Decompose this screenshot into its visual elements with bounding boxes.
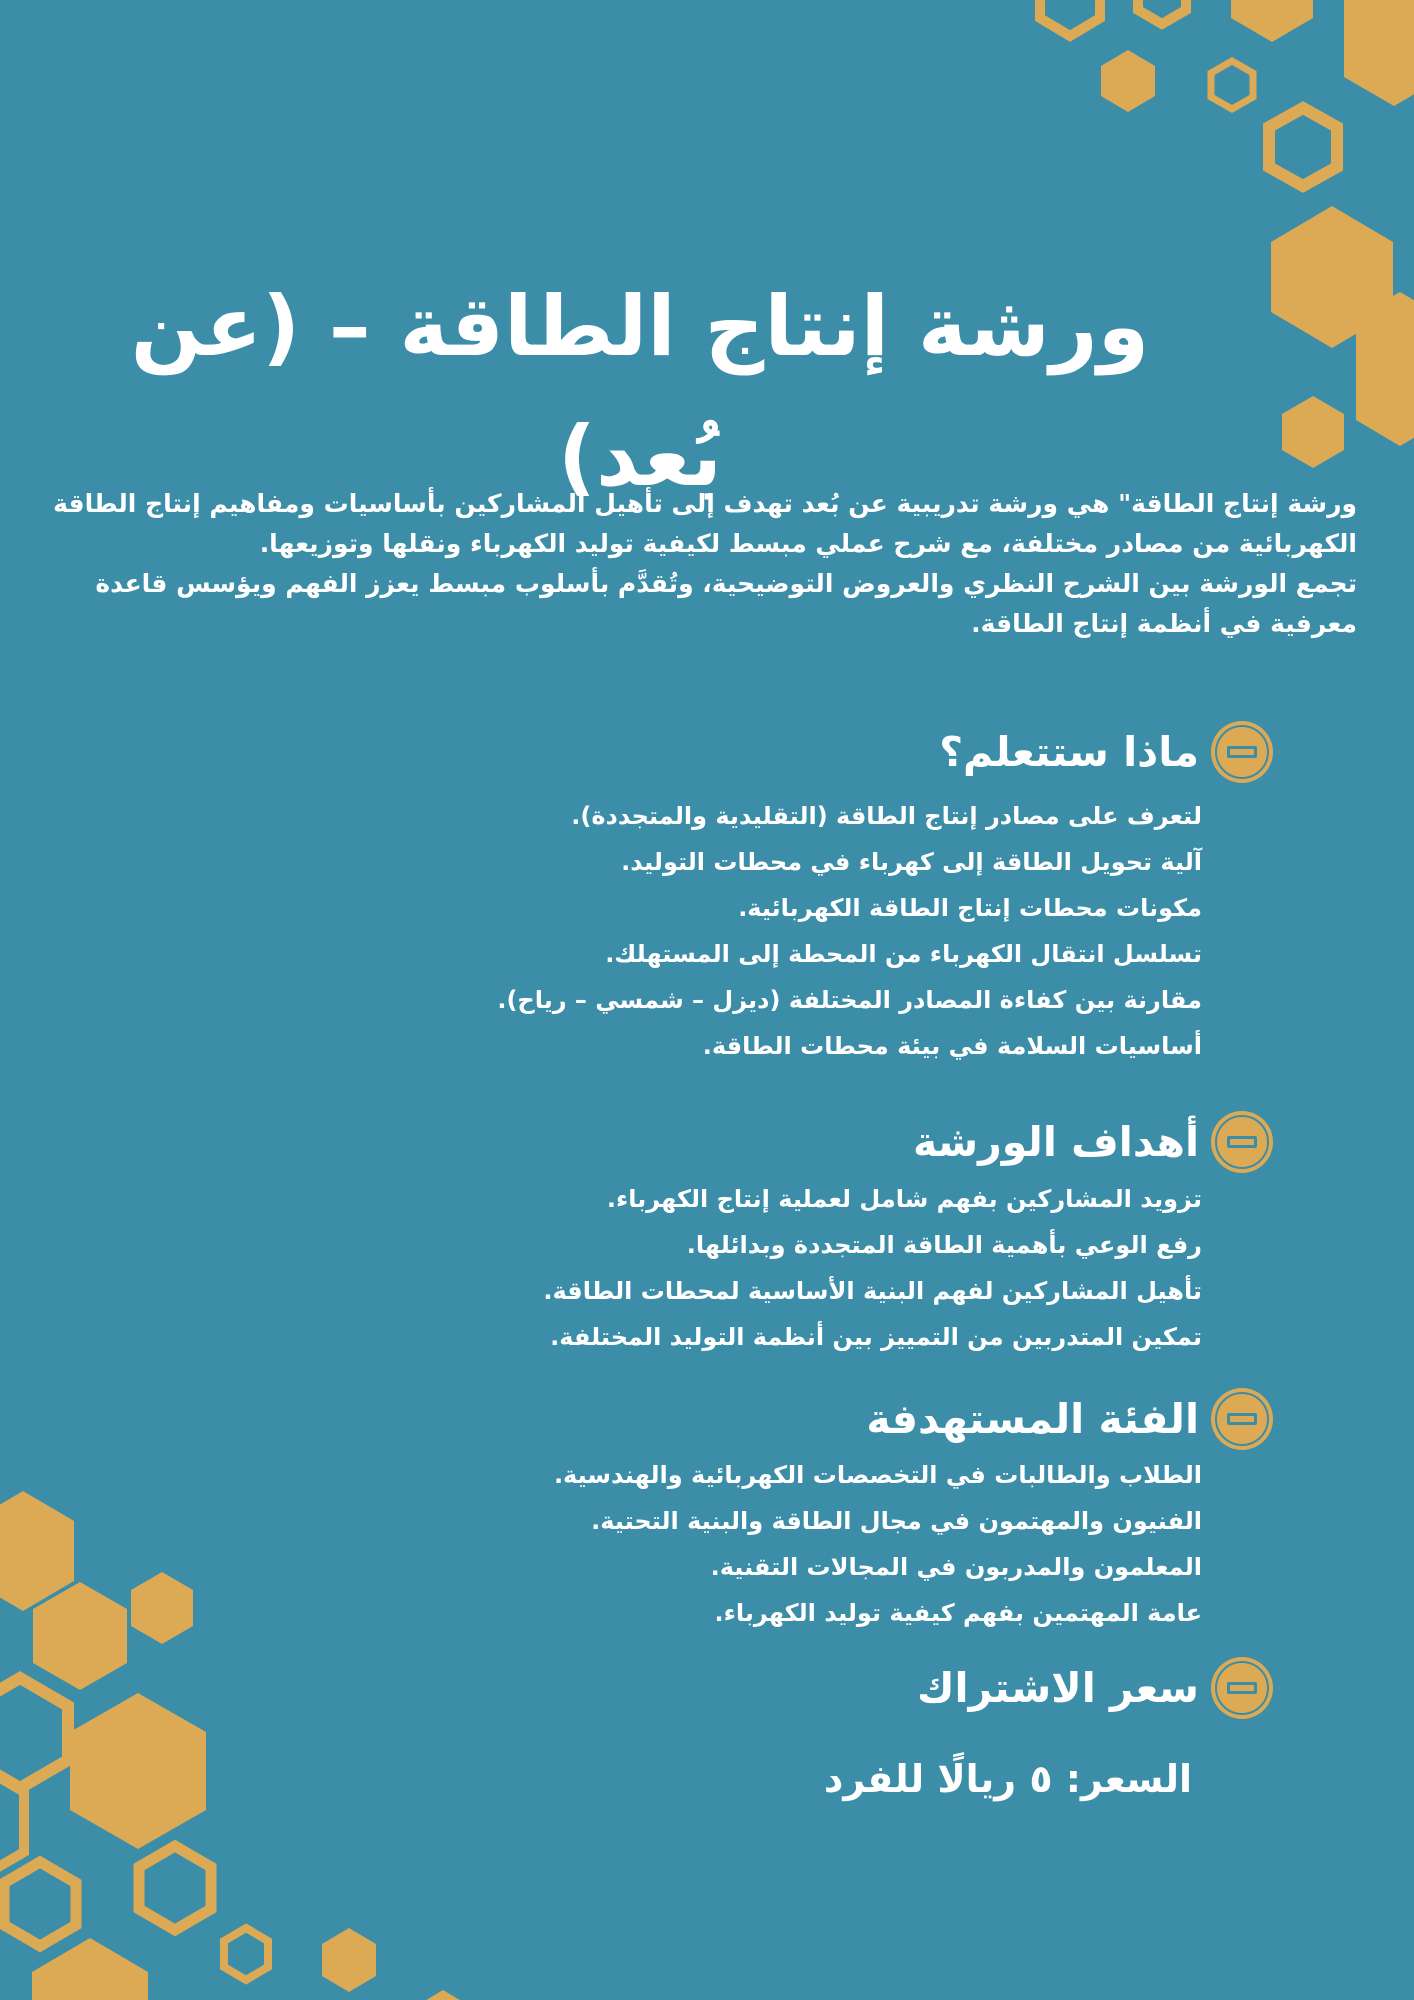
list-item: مكونات محطات إنتاج الطاقة الكهربائية. bbox=[738, 894, 1202, 922]
hexagon-shape bbox=[1356, 292, 1414, 446]
hexagon-shape bbox=[0, 1678, 68, 1788]
audience-list bbox=[442, 1452, 1202, 1636]
hexagon-shape bbox=[0, 1772, 24, 1872]
hexagon-shape bbox=[1282, 396, 1344, 468]
list-item: الفنيون والمهتمون في مجال الطاقة والبنية التحتية. bbox=[591, 1507, 1202, 1535]
list-item: آلية تحويل الطاقة إلى كهرباء في محطات التوليد. bbox=[621, 848, 1202, 876]
section-heading-text: ماذا ستتعلم؟ bbox=[939, 728, 1199, 776]
hexagon-shape bbox=[1231, 0, 1313, 42]
list-item: لتعرف على مصادر إنتاج الطاقة (التقليدية والمتجددة). bbox=[571, 802, 1202, 830]
section-heading-learn bbox=[573, 721, 1273, 783]
hexagon-shape bbox=[131, 1572, 193, 1644]
section-heading-goals bbox=[573, 1111, 1273, 1173]
hexagon-shape bbox=[1101, 50, 1155, 112]
list-item: أساسيات السلامة في بيئة محطات الطاقة. bbox=[702, 1032, 1202, 1060]
list-item: تأهيل المشاركين لفهم البنية الأساسية لمحطات الطاقة. bbox=[543, 1277, 1202, 1305]
list-item: تمكين المتدربين من التمييز بين أنظمة التوليد المختلفة. bbox=[550, 1323, 1202, 1351]
goals-list bbox=[442, 1176, 1202, 1360]
section-heading-text: الفئة المستهدفة bbox=[866, 1395, 1199, 1443]
hexagon-shape bbox=[32, 1938, 148, 2000]
hexagon-shape bbox=[1344, 0, 1414, 106]
section-heading-text: أهداف الورشة bbox=[912, 1118, 1199, 1166]
hexagon-shape bbox=[423, 1990, 463, 2000]
hexagon-shape bbox=[224, 1928, 268, 1980]
minus-circle-icon bbox=[1211, 1657, 1273, 1719]
intro-text bbox=[2, 484, 1357, 644]
hexagon-shape bbox=[322, 1928, 376, 1992]
list-item: تزويد المشاركين بفهم شامل لعملية إنتاج الكهرباء. bbox=[606, 1185, 1202, 1213]
hexagon-shape bbox=[0, 1491, 74, 1611]
hexagon-shape bbox=[1211, 61, 1253, 109]
hexagon-shape bbox=[33, 1582, 127, 1690]
hexagon-shape bbox=[1271, 206, 1393, 348]
list-item: عامة المهتمين بفهم كيفية توليد الكهرباء. bbox=[714, 1599, 1202, 1627]
list-item: الطلاب والطالبات في التخصصات الكهربائية والهندسية. bbox=[553, 1461, 1202, 1489]
list-item: رفع الوعي بأهمية الطاقة المتجددة وبدائلها. bbox=[686, 1231, 1202, 1259]
minus-circle-icon bbox=[1211, 1111, 1273, 1173]
list-item: المعلمون والمدربون في المجالات التقنية. bbox=[710, 1553, 1202, 1581]
hexagon-shape bbox=[1344, 0, 1414, 58]
hexagon-shape bbox=[70, 1693, 206, 1849]
page-title: ورشة إنتاج الطاقة – (عن بُعد) bbox=[130, 278, 1150, 505]
section-heading-audience bbox=[573, 1388, 1273, 1450]
list-item: تسلسل انتقال الكهرباء من المحطة إلى المستهلك. bbox=[605, 940, 1202, 968]
hexagon-shape bbox=[1269, 108, 1337, 186]
minus-circle-icon bbox=[1211, 721, 1273, 783]
list-item: مقارنة بين كفاءة المصادر المختلفة (ديزل – شمسي – رياح). bbox=[497, 986, 1202, 1014]
price-text: السعر: ٥ ريالًا للفرد bbox=[823, 1757, 1192, 1801]
section-heading-price bbox=[573, 1657, 1273, 1719]
section-heading-text: سعر الاشتراك bbox=[916, 1664, 1199, 1712]
hexagon-shape bbox=[1138, 0, 1186, 24]
intro-paragraph: تجمع الورشة بين الشرح النظري والعروض التوضيحية، وتُقدَّم بأسلوب مبسط يعزز الفهم ويؤسس قاعدة معرفية في أنظمة إنتاج الطاقة. bbox=[95, 569, 1357, 638]
hexagon-shape bbox=[139, 1846, 211, 1930]
hexagon-shape bbox=[4, 1862, 76, 1946]
learn-list bbox=[442, 793, 1202, 1069]
hexagon-shape bbox=[1040, 0, 1100, 36]
minus-circle-icon bbox=[1211, 1388, 1273, 1450]
intro-paragraph: ورشة إنتاج الطاقة" هي ورشة تدريبية عن بُعد تهدف إلى تأهيل المشاركين بأساسيات ومفاهيم إنتاج الطاقة الكهربائية من مصادر مختلفة، مع شرح عملي مبسط لكيفية توليد الكهرباء ونقلها وتوزيعها. bbox=[53, 489, 1357, 558]
